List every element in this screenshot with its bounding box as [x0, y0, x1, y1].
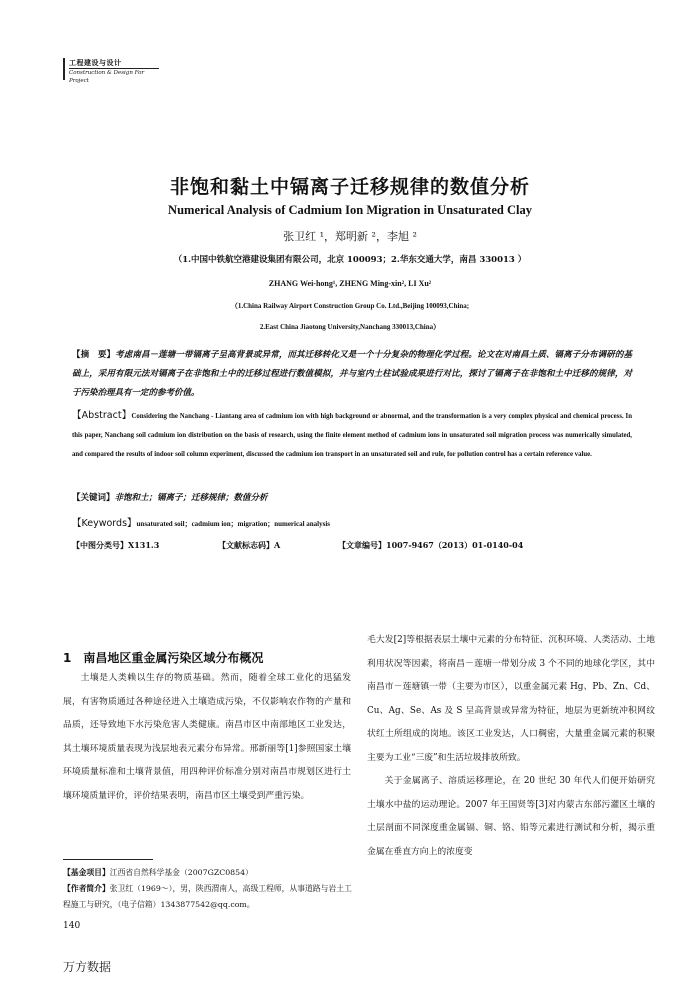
journal-header	[63, 58, 159, 84]
author-label: 【作者简介】	[63, 884, 110, 893]
abstract-cn-text: 考虑南昌－莲塘一带镉离子呈高背景或异常，而其迁移转化又是一个十分复杂的物理化学过程。论文在对南昌土质、镉离子分布调研的基础上，采用有限元法对镉离子在非饱和土中的迁移过程进行数值模拟，并与室内土柱试验成果进行对比，探讨了镉离子在非饱和土中迁移的规律，对于污染治理具有一定的参考价值。	[72, 350, 632, 398]
abstract-en-text: Considering the Nanchang - Liantang area of cadmium ion with high background or abnormal, and the transformation is a very complex physical and chemical process. In this paper, Nanchang soil cadmium ion distribution on the basis of research, using the finite element method of cadmium ions in unsaturated soil migration process was numerically simulated, and compared the results of indoor soil column experiment, discussed the cadmium ion transport in an unsaturated soil and rule, for pollution control has a certain reference value.	[72, 413, 632, 458]
keywords-en-label: 【Keywords】	[72, 518, 137, 529]
footnote	[63, 865, 353, 913]
section-1-left-column: 土壤是人类赖以生存的物质基础。然而，随着全球工业化的迅猛发展，有害物质通过各种途径进入土壤造成污染，不仅影响农作物的产量和品质，还导致地下水污染危害人类健康。南昌市区中南部地区工业发达，其土壤环境质量表现为浅层地表元素分布异常。邢新丽等[1]参照国家土壤环境质量标准和土壤背景值，用四种评价标准分别对南昌市规划区进行土壤环境质量评价，评价结果表明，南昌市区土壤受到严重污染。	[63, 673, 351, 801]
article-number: 【文章编号】1007-9467（2013）01-0140-04	[338, 540, 524, 550]
fund-text: 江西省自然科学基金（2007GZC0854）	[109, 868, 253, 877]
authors-en: ZHANG Wei-hong¹, ZHENG Ming-xin², LI Xu²	[268, 279, 432, 288]
keywords-en-text: unsaturated soil；cadmium ion；migration；numerical analysis	[136, 520, 331, 528]
affiliation-en-1: （1.China Railway Airport Construction Group Co. Ltd.,Beijing 100093,China;	[230, 302, 470, 310]
clc-number: 【中图分类号】X131.3	[72, 540, 160, 550]
document-code: 【文献标志码】A	[218, 540, 281, 550]
journal-name-cn: 工程建设与设计	[69, 58, 122, 67]
abstract-cn	[72, 346, 632, 403]
abstract-en-label: 【Abstract】	[72, 410, 132, 421]
page-number: 140	[63, 921, 81, 931]
abstract-cn-label: 【摘 要】	[72, 350, 116, 360]
keywords-cn-text: 非饱和土；镉离子；迁移规律；数值分析	[114, 493, 268, 503]
keywords-en	[72, 515, 632, 529]
journal-name-en: Construction & Design For Project	[69, 68, 159, 85]
section-1-title: 1 南昌地区重金属污染区域分布概况	[63, 651, 264, 665]
paper-title-en: Numerical Analysis of Cadmium Ion Migration in Unsaturated Clay	[168, 203, 532, 217]
affiliation-en-2: 2.East China Jiaotong University,Nanchang 330013,China）	[259, 323, 441, 331]
section-1-right-column	[367, 629, 655, 864]
watermark: 万方数据	[63, 960, 112, 974]
right-paragraph-2: 关于金属离子、溶质运移理论，在 20 世纪 30 年代人们便开始研究土壤水中盐的运动理论。2007 年王国贤等[3]对内蒙古东部污灌区土壤的土层剖面不同深度重金属镉、铜、铬、铅等元素进行测试和分析，揭示重金属在垂直方向上的浓度变	[367, 776, 655, 857]
authors-cn: 张卫红 ¹，郑明新 ²，李旭 ²	[283, 230, 417, 243]
abstract-en	[72, 406, 632, 464]
author-text: 张卫红（1969～），男，陕西渭南人，高级工程师，从事道路与岩土工程施工与研究，（电子信箱）1343877542@qq.com。	[63, 884, 352, 909]
keywords-cn	[72, 491, 632, 503]
footnote-divider	[63, 859, 153, 860]
fund-info	[63, 865, 353, 881]
keywords-cn-label: 【关键词】	[72, 493, 115, 503]
right-paragraph-1: 毛大发[2]等根据表层土壤中元素的分布特征、沉积环境、人类活动、土地利用状况等因素，将南昌－莲塘一带划分成 3 个不同的地球化学区，其中南昌市－莲塘镇一带（主要为市区），以重金属元素 Hg、Pb、Zn、Cd、Cu、Ag、Se、As 及 S 呈高背景或异常为特征，地层为更新统冲积网纹状红土所组成的岗地。该区工业发达，人口稠密，大量重金属元素的积聚主要为工业“三废”和生活垃圾排放所致。	[367, 635, 655, 763]
paper-title-cn: 非饱和黏土中镉离子迁移规律的数值分析	[169, 176, 530, 198]
author-info	[63, 881, 353, 913]
affiliations-cn: （1.中国中铁航空港建设集团有限公司，北京 100093；2.华东交通大学，南昌 330013 ）	[173, 255, 527, 265]
fund-label: 【基金项目】	[63, 868, 110, 877]
